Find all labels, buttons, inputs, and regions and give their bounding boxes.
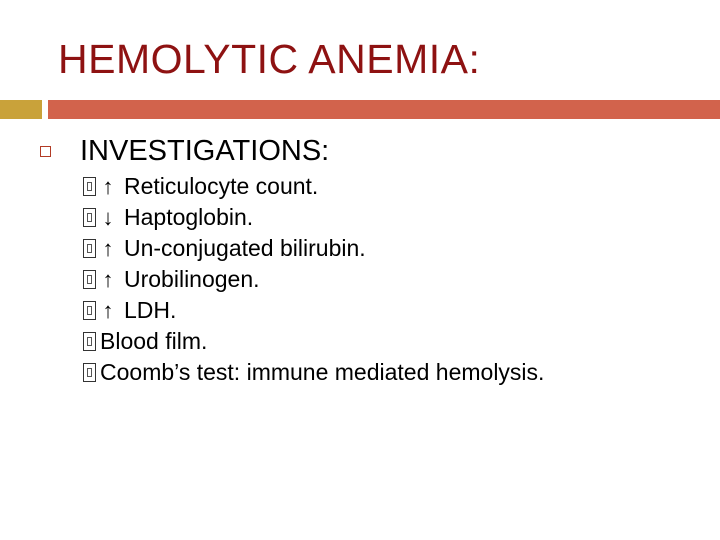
missing-glyph-icon — [83, 239, 96, 258]
missing-glyph-icon — [83, 332, 96, 351]
list-item-text: Reticulocyte count. — [124, 173, 319, 199]
list-item — [83, 357, 544, 388]
list-item-text: Blood film. — [100, 328, 208, 354]
missing-glyph-icon — [83, 363, 96, 382]
arrow-down-icon: ↓ — [102, 204, 114, 230]
list-item-text: Coomb’s test: immune mediated hemolysis. — [100, 359, 545, 385]
list-item — [83, 233, 544, 264]
list-item-text: Un-conjugated bilirubin. — [124, 235, 366, 261]
arrow-up-icon: ↑ — [102, 173, 114, 199]
list-item-text: LDH. — [124, 297, 177, 323]
title-divider-accent — [0, 100, 42, 119]
list-item — [83, 295, 544, 326]
list-item — [83, 326, 544, 357]
arrow-up-icon: ↑ — [102, 266, 114, 292]
slide-title: HEMOLYTIC ANEMIA: — [58, 36, 481, 82]
list-item — [83, 264, 544, 295]
list-item-text: Haptoglobin. — [124, 204, 254, 230]
section-heading: INVESTIGATIONS: — [80, 135, 330, 167]
list-item-text: Urobilinogen. — [124, 266, 260, 292]
section-heading-row — [40, 131, 329, 171]
missing-glyph-icon — [83, 208, 96, 227]
list-item — [83, 171, 544, 202]
investigations-list — [83, 171, 544, 388]
arrow-up-icon: ↑ — [102, 235, 114, 261]
missing-glyph-icon — [83, 301, 96, 320]
missing-glyph-icon — [83, 270, 96, 289]
title-divider-bar — [48, 100, 720, 119]
list-item — [83, 202, 544, 233]
arrow-up-icon: ↑ — [102, 297, 114, 323]
square-bullet-icon — [40, 146, 51, 157]
missing-glyph-icon — [83, 177, 96, 196]
